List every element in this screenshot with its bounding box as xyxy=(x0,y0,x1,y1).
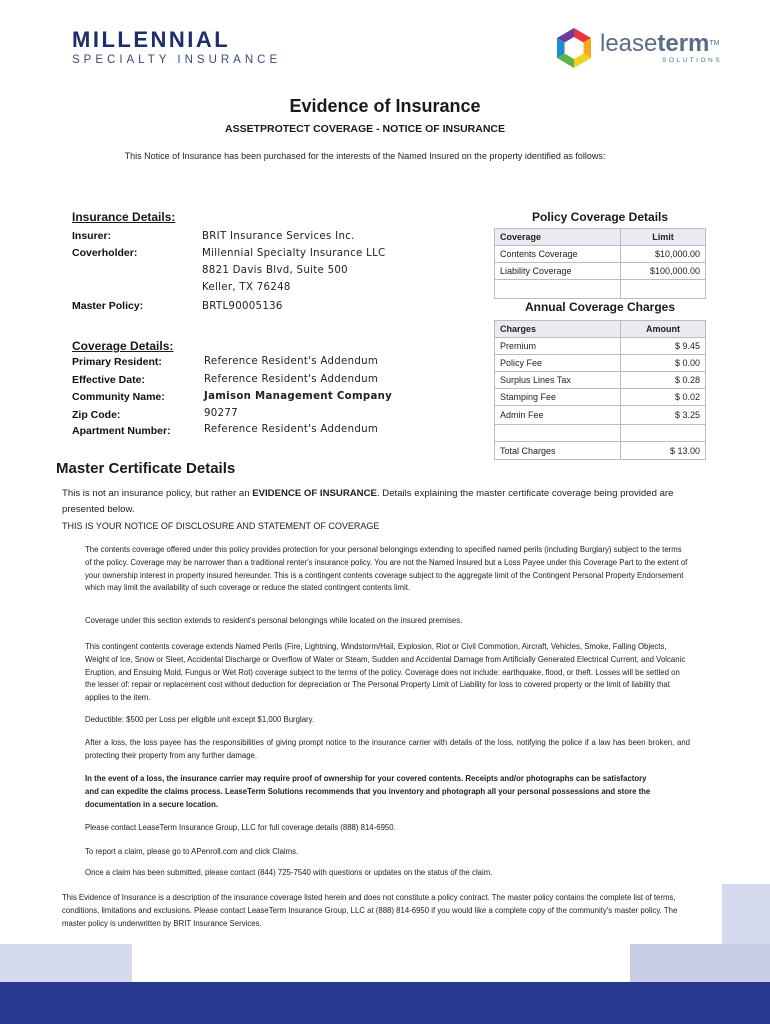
limit-header: Limit xyxy=(621,229,706,246)
insurer-value: BRIT Insurance Services Inc. xyxy=(202,231,355,242)
insurance-details-heading: Insurance Details: xyxy=(72,210,176,224)
annual-charges-table xyxy=(494,320,706,460)
charge-amount: $ 3.25 xyxy=(621,406,706,425)
annual-charges-title: Annual Coverage Charges xyxy=(524,300,676,314)
contact-paragraph: Please contact LeaseTerm Insurance Group, LLC for full coverage details (888) 814-6950. xyxy=(85,823,396,832)
table-row xyxy=(495,389,706,406)
claim-status-paragraph: Once a claim has been submitted, please contact (844) 725-7540 with questions or updates on the status of the claim. xyxy=(85,868,493,877)
coverage-limit: $100,000.00 xyxy=(621,263,706,280)
contents-coverage-paragraph: The contents coverage offered under this policy provides protection for your personal belongings extending to specified named perils (including Burglary) subject to the terms of the policy. Coverage may be narrower than a traditional renter's insurance policy. You are not the Named Insured but a Loss Payee under this Coverage Part to the extent of your ownership interest in property insured hereunder. This is a contingent contents coverage subject to the aggregate limit of the Contingent Personal Property Endorsement which may limit the availability of such coverage or reduce the stated contingent contents limit. xyxy=(85,545,688,593)
total-row xyxy=(495,442,706,460)
amount-header: Amount xyxy=(621,321,706,338)
insurer-label: Insurer: xyxy=(72,230,112,242)
coverage-name: Liability Coverage xyxy=(495,263,621,280)
coverholder-line-1: Millennial Specialty Insurance LLC xyxy=(202,248,386,259)
effective-date-label: Effective Date: xyxy=(72,374,145,386)
total-value: $ 13.00 xyxy=(621,442,706,460)
table-row xyxy=(495,246,706,263)
table-header-row xyxy=(495,229,706,246)
named-perils-paragraph: This contingent contents coverage extends Named Perils (Fire, Lightning, Windstorm/Hail, Explosion, Riot or Civil Commotion, Aircraft, Vehicles, Smoke, Falling Objects, Weight of Ice, Snow or Sleet, Accidental Discharge or Overflow of Water or Steam, Sudden and Accidental Damage from Artificially Generated Electrical Current, and Volcanic Eruption, and Ensuing Mold, Fungus or Wet Rot) coverage subject to the terms of the policy. Coverage does not include: earthquake, flood, or theft. Losses will be settled on the lesser of: repair or replacement cost without deduction for depreciation or The Personal Property Limit of Liability for loss to covered property or the limit of liability that applies to the item. xyxy=(85,642,686,703)
deductible-paragraph: Deductible: $500 per Loss per eligible unit except $1,000 Burglary. xyxy=(85,715,315,724)
table-row-empty xyxy=(495,280,706,299)
table-row xyxy=(495,338,706,355)
master-certificate-heading: Master Certificate Details xyxy=(56,460,236,477)
charge-name: Surplus Lines Tax xyxy=(495,372,621,389)
leaseterm-hexagon-icon xyxy=(552,26,596,70)
charge-amount: $ 0.00 xyxy=(621,355,706,372)
disclaimer-paragraph: This Evidence of Insurance is a description of the insurance coverage listed herein and does not constitute a policy contract. The master policy contains the complete list of terms, conditions, limitations and exclusions. Please contact LeaseTerm Insurance Group, LLC at (888) 814-6950 if you would like a complete copy of the community's master policy. The master policy is underwritten by BRIT Insurance Services. xyxy=(62,893,678,928)
footer-decoration-block xyxy=(722,884,770,944)
policy-coverage-title: Policy Coverage Details xyxy=(531,210,669,224)
effective-date-value: Reference Resident's Addendum xyxy=(204,374,379,385)
millennial-logo-line1: MILLENNIAL xyxy=(72,27,231,52)
footer-bar xyxy=(0,982,770,1024)
master-certificate-intro xyxy=(62,486,702,517)
primary-resident-label: Primary Resident: xyxy=(72,356,162,368)
coverholder-label: Coverholder: xyxy=(72,247,138,259)
charge-amount: $ 0.28 xyxy=(621,372,706,389)
document-title: Evidence of Insurance xyxy=(289,96,481,116)
intro-part-b: EVIDENCE OF INSURANCE xyxy=(252,488,377,499)
charge-name: Stamping Fee xyxy=(495,389,621,406)
apartment-number-label: Apartment Number: xyxy=(72,425,171,437)
charge-name: Policy Fee xyxy=(495,355,621,372)
table-row xyxy=(495,355,706,372)
millennial-logo xyxy=(72,28,281,67)
master-policy-value: BRTL90005136 xyxy=(202,301,283,312)
leaseterm-wordmark: leasetermTM xyxy=(600,30,720,57)
intro-part-a: This is not an insurance policy, but rather an xyxy=(62,488,253,499)
charges-header: Charges xyxy=(495,321,621,338)
community-name-label: Community Name: xyxy=(72,391,165,403)
disclosure-heading: THIS IS YOUR NOTICE OF DISCLOSURE AND STATEMENT OF COVERAGE xyxy=(62,521,380,531)
coverage-name: Contents Coverage xyxy=(495,246,621,263)
charge-amount: $ 9.45 xyxy=(621,338,706,355)
coverage-details-heading: Coverage Details: xyxy=(72,339,174,353)
table-row xyxy=(495,372,706,389)
coverage-header: Coverage xyxy=(495,229,621,246)
table-header-row xyxy=(495,321,706,338)
table-row xyxy=(495,263,706,280)
footer-decoration-block xyxy=(0,944,132,984)
leaseterm-logo xyxy=(552,26,742,70)
charge-amount: $ 0.02 xyxy=(621,389,706,406)
coverholder-line-3: Keller, TX 76248 xyxy=(202,282,291,293)
apartment-number-value: Reference Resident's Addendum xyxy=(204,424,379,435)
policy-coverage-table xyxy=(494,228,706,299)
coverage-extent-paragraph: Coverage under this section extends to resident's personal belongings while located on the insured premises. xyxy=(85,616,463,625)
footer-decoration-block xyxy=(630,944,770,984)
coverage-limit: $10,000.00 xyxy=(621,246,706,263)
charge-name: Admin Fee xyxy=(495,406,621,425)
table-row-empty xyxy=(495,425,706,442)
document-subtitle: ASSETPROTECT COVERAGE - NOTICE OF INSURANCE xyxy=(224,123,506,135)
table-row xyxy=(495,406,706,425)
community-name-value: Jamison Management Company xyxy=(204,391,393,402)
intro-text: This Notice of Insurance has been purchased for the interests of the Named Insured on the property identified as follows: xyxy=(124,151,606,161)
total-label: Total Charges xyxy=(495,442,621,460)
millennial-logo-line2: SPECIALTY INSURANCE xyxy=(72,54,282,66)
after-loss-paragraph: After a loss, the loss payee has the responsibilities of giving prompt notice to the insurance carrier with details of the loss, notifying the police if a law has been broken, and protecting their property from any further damage. xyxy=(85,738,690,760)
proof-of-ownership-paragraph: In the event of a loss, the insurance carrier may require proof of ownership for your covered contents. Receipts and/or photographs can be satisfactory and can expedite the claims process. LeaseTerm Solutions recommends that you inventory and photograph all your personal possessions and store the documentation in a secure location. xyxy=(85,774,651,809)
intro-part-c: . Details explaining the master certificate coverage being provided are presented below. xyxy=(62,488,674,515)
coverholder-line-2: 8821 Davis Blvd, Suite 500 xyxy=(202,265,348,276)
zip-code-value: 90277 xyxy=(204,408,238,419)
zip-code-label: Zip Code: xyxy=(72,409,121,421)
master-policy-label: Master Policy: xyxy=(72,300,144,312)
primary-resident-value: Reference Resident's Addendum xyxy=(204,356,379,367)
charge-name: Premium xyxy=(495,338,621,355)
report-claim-paragraph: To report a claim, please go to APenroll.com and click Claims. xyxy=(85,847,299,856)
leaseterm-subtitle: SOLUTIONS xyxy=(662,57,723,64)
